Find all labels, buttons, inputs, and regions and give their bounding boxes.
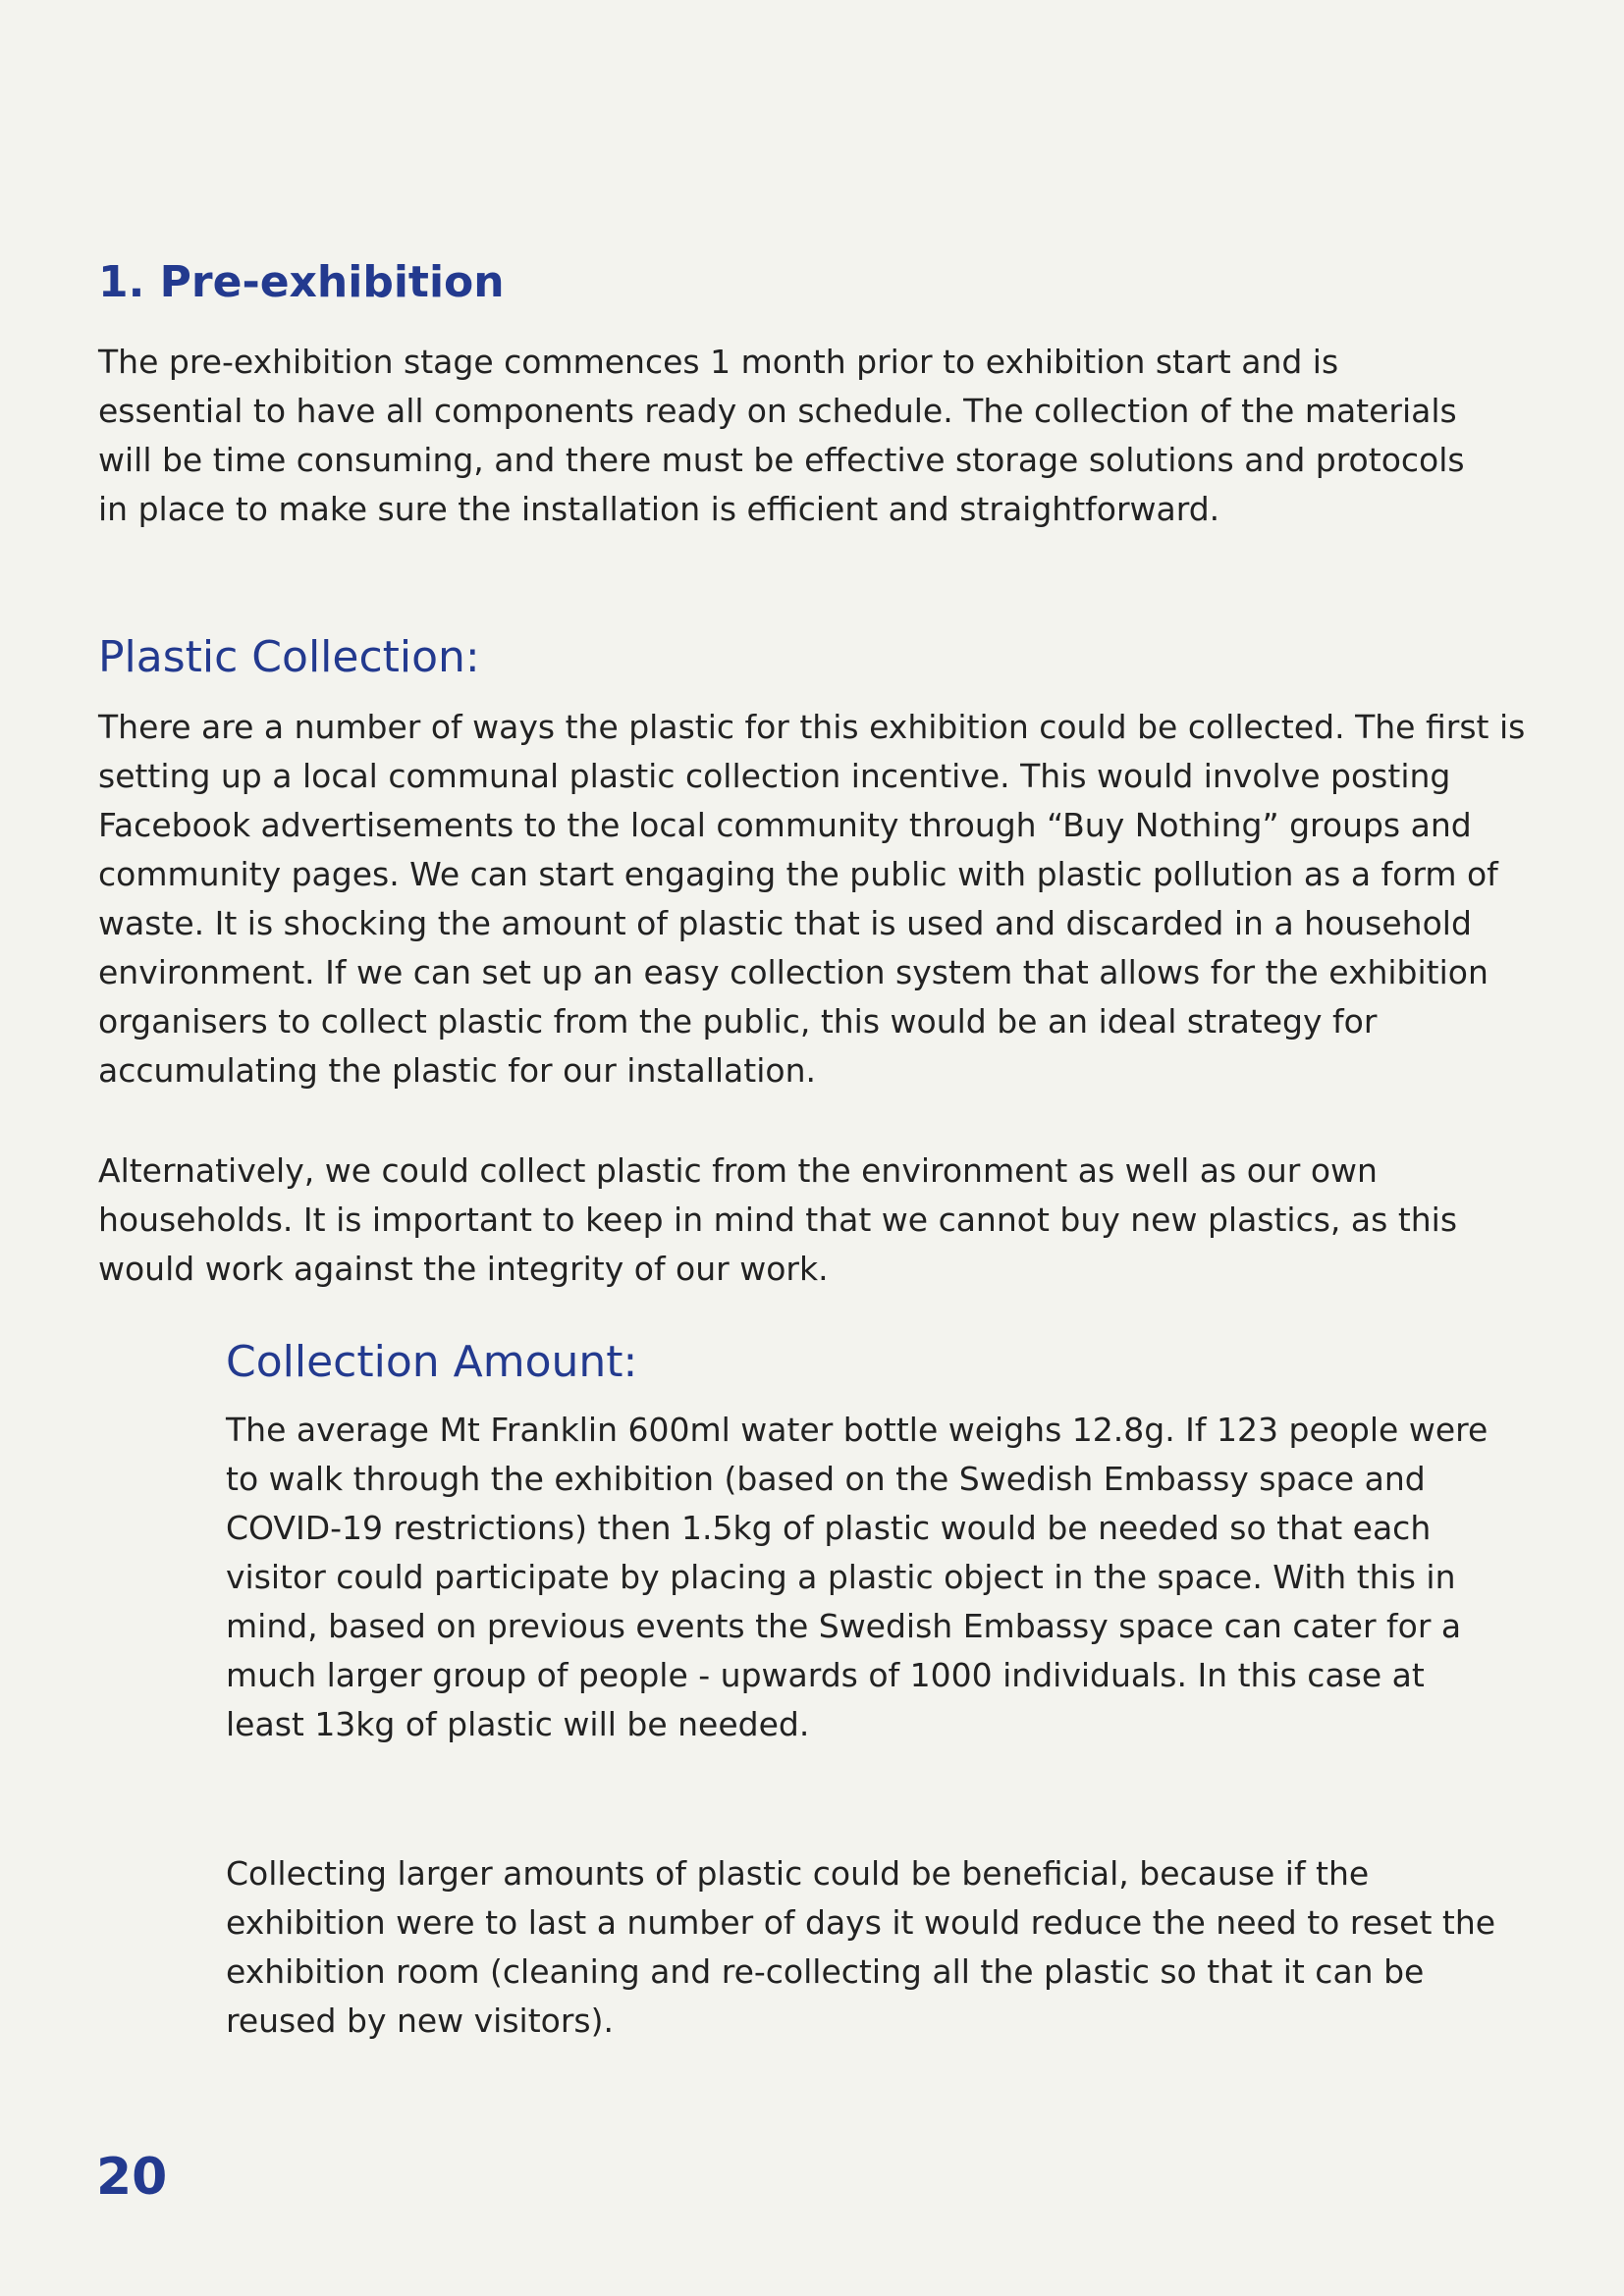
plastic-collection-paragraph-1: There are a number of ways the plastic for this exhibition could be collected. The first is setting up a local communal plastic collection incentive. This would involve posting Facebook advertisements to the local community through “Buy Nothing” groups and community pages. We can start engaging the public with plastic pollution as a form of waste. It is shocking the amount of plastic that is used and discarded in a household environment. If we can set up an easy collection system that allows for the exhibition organisers to collect plastic from the public, this would be an ideal strategy for accumulating the plastic for our installation. bbox=[98, 708, 1526, 1090]
collection-amount-paragraph-1: The average Mt Franklin 600ml water bottle weighs 12.8g. If 123 people were to walk through the exhibition (based on the Swedish Embassy space and COVID-19 restrictions) then 1.5kg of plastic would be needed so that each visitor could participate by placing a plastic object in the space. With this in mind, based on previous events the Swedish Embassy space can cater for a much larger group of people - upwards of 1000 individuals. In this case at least 13kg of plastic will be needed. bbox=[226, 1411, 1489, 1743]
plastic-collection-subheading: Plastic Collection: bbox=[98, 632, 480, 682]
plastic-collection-paragraph-2: Alternatively, we could collect plastic from the environment as well as our own households. It is important to keep in mind that we cannot buy new plastics, as this would work against the integrity of our work. bbox=[98, 1151, 1458, 1288]
section-heading: 1. Pre-exhibition bbox=[98, 257, 505, 307]
page-number: 20 bbox=[96, 2148, 168, 2207]
intro-paragraph: The pre-exhibition stage commences 1 month prior to exhibition start and is essential to have all components ready on schedule. The collection of the materials will be time consuming, and there must be effective storage solutions and protocols in place to make sure the installation is efficient and straightforward. bbox=[98, 343, 1465, 528]
collection-amount-subheading: Collection Amount: bbox=[226, 1337, 638, 1387]
collection-amount-paragraph-2: Collecting larger amounts of plastic could be beneficial, because if the exhibition were to last a number of days it would reduce the need to reset the exhibition room (cleaning and re-collecting all the plastic so that it can be reused by new visitors). bbox=[226, 1854, 1496, 2040]
